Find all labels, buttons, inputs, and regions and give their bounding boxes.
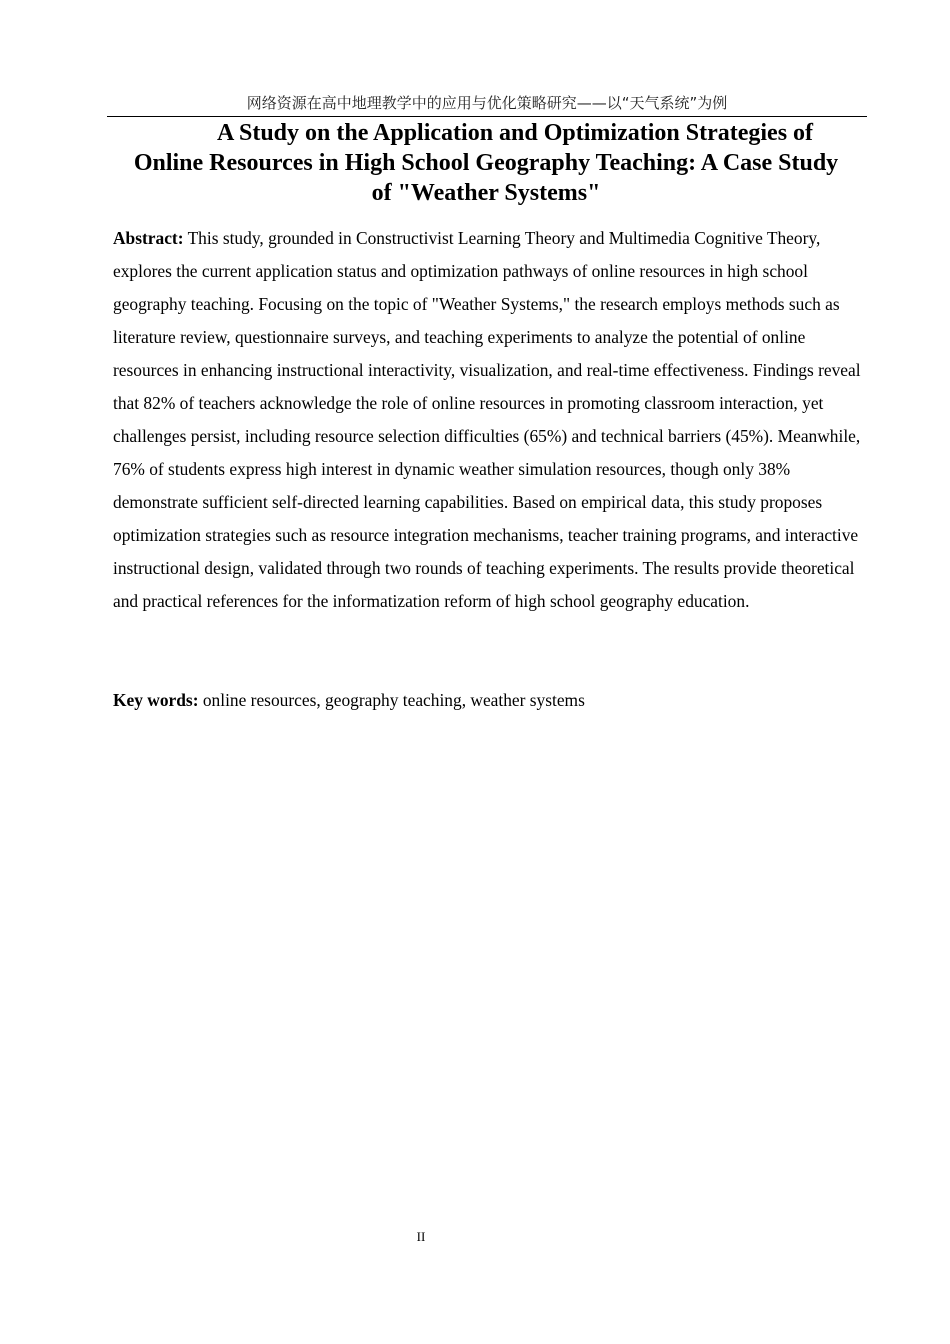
- abstract-text: This study, grounded in Constructivist Learning Theory and Multimedia Cognitive Theory, explores the current application status and optimization pathways of online resources in high school geography teaching. Focusing on the topic of "Weather Systems," the research employs methods such as literature review, questionnaire surveys, and teaching experiments to analyze the potential of online resources in enhancing instructional interactivity, visualization, and real-time effectiveness. Findings reveal that 82% of teachers acknowledge the role of online resources in promoting classroom interaction, yet challenges persist, including resource selection difficulties (65%) and technical barriers (45%). Meanwhile, 76% of students express high interest in dynamic weather simulation resources, though only 38% demonstrate sufficient self-directed learning capabilities. Based on empirical data, this study proposes optimization strategies such as resource integration mechanisms, teacher training programs, and interactive instructional design, validated through two rounds of teaching experiments. The results provide theoretical and practical references for the informatization reform of high school geography education.: [113, 228, 861, 611]
- abstract-paragraph: [113, 222, 861, 618]
- page-number: II: [416, 1229, 426, 1244]
- keywords-paragraph: [113, 684, 861, 717]
- running-header: 网络资源在高中地理教学中的应用与优化策略研究——以“天气系统”为例: [107, 92, 867, 117]
- abstract-label: Abstract:: [113, 228, 184, 248]
- keywords-label: Key words:: [113, 690, 199, 710]
- keywords-text: online resources, geography teaching, weather systems: [202, 690, 585, 710]
- paper-title: A Study on the Application and Optimization Strategies of Online Resources in High School Geography Teaching: A Case Study of "Weather Systems": [133, 120, 839, 206]
